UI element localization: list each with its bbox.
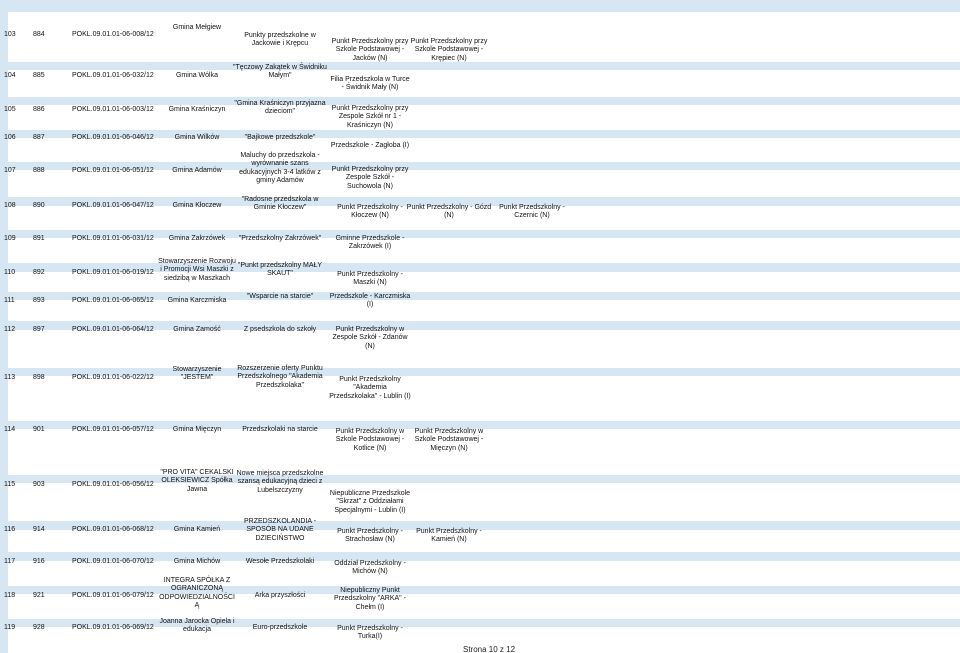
cell-nr: 890 <box>33 202 45 209</box>
cell-nr: 898 <box>33 374 45 381</box>
cell-title: Nowe miejsca przedszkolne szansą edukacyjną dzieci z Lubelszczyzny <box>236 470 324 494</box>
cell-code: POKL.09.01.01-06-031/12 <box>72 235 154 242</box>
cell-gmina: Gmina Mięczyn <box>172 426 222 433</box>
cell-lp: 107 <box>4 167 16 174</box>
cell-gmina: Gmina Wólka <box>175 72 218 79</box>
cell-lp: 118 <box>4 592 16 599</box>
cell-title: "Przedszkolny Zakrzówek" <box>238 235 322 242</box>
cell-p1: Przedszkole - Karczmiska (I) <box>329 293 411 309</box>
cell-lp: 105 <box>4 106 16 113</box>
cell-code: POKL.09.01.01-06-079/12 <box>72 592 154 599</box>
cell-nr: 921 <box>33 592 45 599</box>
cell-gmina: Gmina Wilków <box>174 134 220 141</box>
cell-p2: Punkt Przedszkolny - Kamień (N) <box>416 528 482 544</box>
cell-code: POKL.09.01.01-06-022/12 <box>72 374 154 381</box>
cell-p1: Punkt Przedszkolny przy Zespole Szkół - Suchowola (N) <box>331 166 409 190</box>
cell-nr: 884 <box>33 31 45 38</box>
cell-lp: 113 <box>4 374 16 381</box>
cell-code: POKL.09.01.01-06-069/12 <box>72 624 154 631</box>
cell-p1: Punkt Przedszkolny - Maszki (N) <box>337 271 403 287</box>
cell-nr: 887 <box>33 134 45 141</box>
cell-p2: Punkt Przedszkolny przy Szkole Podstawowej - Krępiec (N) <box>410 38 488 62</box>
cell-nr: 885 <box>33 72 45 79</box>
cell-title: "Punkt przedszkolny MAŁY SKAUT" <box>237 262 323 278</box>
cell-gmina: Gmina Kamień <box>173 526 221 533</box>
cell-title: Z psedszkola do szkoły <box>243 326 317 333</box>
cell-lp: 104 <box>4 72 16 79</box>
cell-gmina: Gmina Zakrzówek <box>168 235 226 242</box>
cell-title: "Radosne przedszkola w Gminie Kłoczew" <box>241 196 319 212</box>
cell-title: Punkty przedszkolne w Jackowie i Krępcu <box>244 32 316 48</box>
cell-code: POKL.09.01.01-06-057/12 <box>72 426 154 433</box>
cell-gmina: Stowarzyszenie "JESTEM" <box>172 366 222 382</box>
cell-nr: 891 <box>33 235 45 242</box>
cell-code: POKL.09.01.01-06-046/12 <box>72 134 154 141</box>
cell-p1: Punkt Przedszkolny - Strachosław (N) <box>337 528 403 544</box>
cell-p1: Przedszkole - Zagłoba (I) <box>330 142 410 149</box>
cell-title: "Gmina Kraśniczyn przyjazna dzieciom" <box>234 100 326 116</box>
cell-lp: 112 <box>4 326 16 333</box>
cell-title: Euro-przedszkole <box>252 624 308 631</box>
cell-gmina: Gmina Michów <box>173 558 221 565</box>
cell-p1: Punkt Przedszkolny przy Zespole Szkół nr 1 - Kraśniczyn (N) <box>331 105 409 129</box>
cell-lp: 117 <box>4 558 16 565</box>
cell-p1: Filia Przedszkola w Turce - Świdnik Mały (N) <box>330 76 410 92</box>
cell-p1: Punkt Przedszkolny w Zespole Szkół - Zdanów (N) <box>332 326 408 350</box>
row-band <box>0 97 960 105</box>
cell-title: Maluchy do przedszkola - wyrównanie szans edukacyjnych 3-4 latków z gminy Adamów <box>239 152 321 185</box>
cell-nr: 928 <box>33 624 45 631</box>
cell-code: POKL.09.01.01-06-056/12 <box>72 481 154 488</box>
cell-title: "Tęczowy Zakątek w Świdniku Małym" <box>233 64 327 80</box>
cell-p1: Punkt Przedszkolny - Turka(I) <box>337 625 403 641</box>
cell-p1: Niepubliczny Punkt Przedszkolny "ARKA" - Chełm (I) <box>334 587 406 611</box>
cell-lp: 111 <box>4 297 15 304</box>
cell-lp: 119 <box>4 624 16 631</box>
cell-lp: 109 <box>4 235 16 242</box>
cell-title: Arka przyszłości <box>254 592 306 599</box>
cell-lp: 110 <box>4 269 16 276</box>
cell-gmina: Gmina Mełgiew <box>172 24 222 31</box>
cell-code: POKL.09.01.01-06-051/12 <box>72 167 154 174</box>
cell-title: Rozszerzenie oferty Punktu Przedszkolnego "Akademia Przedszkolaka" <box>237 365 323 389</box>
cell-nr: 901 <box>33 426 45 433</box>
cell-nr: 893 <box>33 297 45 304</box>
cell-code: POKL.09.01.01-06-065/12 <box>72 297 154 304</box>
cell-code: POKL.09.01.01-06-064/12 <box>72 326 154 333</box>
cell-nr: 888 <box>33 167 45 174</box>
cell-gmina: INTEGRA SPÓŁKA Z OGRANICZONĄ ODPOWIEDZIALNOŚCI Ą <box>159 577 235 610</box>
cell-p2: Punkt Przedszkolny w Szkole Podstawowej - Mięczyn (N) <box>414 428 484 452</box>
cell-gmina: Gmina Kraśniczyn <box>168 106 226 113</box>
cell-title: Wesołe Przedszkolaki <box>245 558 315 565</box>
cell-code: POKL.09.01.01-06-008/12 <box>72 31 154 38</box>
cell-p1: Oddział Przedszkolny - Michów (N) <box>334 560 406 576</box>
cell-lp: 106 <box>4 134 16 141</box>
cell-title: PRZEDSZKOLANDIA - SPOSÓB NA UDANE DZIECIŃSTWO <box>244 518 316 542</box>
cell-nr: 897 <box>33 326 45 333</box>
cell-nr: 886 <box>33 106 45 113</box>
page-number: Strona 10 z 12 <box>463 645 516 653</box>
cell-code: POKL.09.01.01-06-070/12 <box>72 558 154 565</box>
cell-lp: 108 <box>4 202 16 209</box>
cell-p1: Punkt Przedszkolny "Akademia Przedszkolaka" - Lublin (I) <box>329 376 411 400</box>
cell-lp: 116 <box>4 526 16 533</box>
row-band <box>0 0 960 12</box>
cell-gmina: Gmina Kłoczew <box>172 202 222 209</box>
cell-p1: Punkt Przedszkolny - Kłoczew (N) <box>337 204 403 220</box>
cell-lp: 115 <box>4 481 16 488</box>
cell-nr: 892 <box>33 269 45 276</box>
cell-lp: 103 <box>4 31 16 38</box>
cell-p1: Punkt Przedszkolny przy Szkole Podstawowej - Jacków (N) <box>331 38 409 62</box>
cell-nr: 916 <box>33 558 45 565</box>
cell-gmina: Gmina Adamów <box>172 167 222 174</box>
cell-title: "Bajkowe przedszkole" <box>244 134 316 141</box>
cell-nr: 903 <box>33 481 45 488</box>
cell-title: Przedszkolaki na starcie <box>242 426 318 433</box>
cell-gmina: Gmina Zamość <box>173 326 221 333</box>
cell-p2: Punkt Przedszkolny - Gózd (N) <box>406 204 492 220</box>
cell-code: POKL.09.01.01-06-068/12 <box>72 526 154 533</box>
cell-gmina: Joanna Jarocka Opiela i edukacja <box>159 618 235 634</box>
cell-nr: 914 <box>33 526 45 533</box>
cell-code: POKL.09.01.01-06-047/12 <box>72 202 154 209</box>
cell-p1: Niepubliczne Przedszkole "Skrzat" z Oddziałami Specjalnymi - Lublin (I) <box>329 490 411 514</box>
cell-p1: Gminne Przedszkole - Zakrzówek (I) <box>335 235 405 251</box>
cell-gmina: Gmina Karczmiska <box>167 297 227 304</box>
cell-code: POKL.09.01.01-06-019/12 <box>72 269 154 276</box>
cell-code: POKL.09.01.01-06-032/12 <box>72 72 154 79</box>
cell-title: "Wsparcie na starcie" <box>246 293 314 300</box>
cell-lp: 114 <box>4 426 16 433</box>
cell-code: POKL.09.01.01-06-003/12 <box>72 106 154 113</box>
cell-gmina: Stowarzyszenie Rozwoju i Promocji Wsi Maszki z siedzibą w Maszkach <box>158 258 236 282</box>
cell-p3: Punkt Przedszkolny - Czernic (N) <box>499 204 565 220</box>
cell-gmina: "PRO VITA" CEKALSKI OLEKSIEWICZ Spółka Jawna <box>160 469 234 493</box>
cell-p1: Punkt Przedszkolny w Szkole Podstawowej - Kotlice (N) <box>335 428 405 452</box>
